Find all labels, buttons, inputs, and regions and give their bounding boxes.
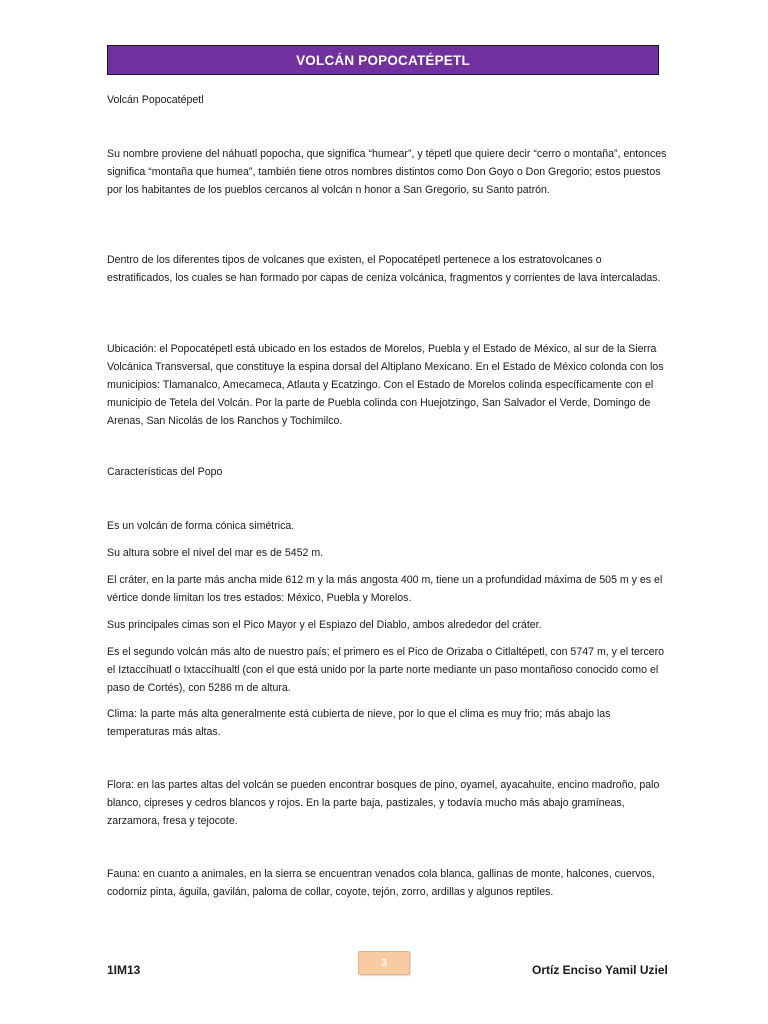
- section-heading: Características del Popo: [107, 466, 223, 478]
- paragraph-location: Ubicación: el Popocatépetl está ubicado en los estados de Morelos, Puebla y el Estado de México, al sur de la Sierra Volcánica Transversal, que constituye la espina dorsal del Altiplano Mexicano. En el Estado de México colonda con los municipios: Tlamanalco, Amecameca, Atlauta y Ecatzingo. Con el Estado de Morelos colinda específicamente con el municipio de Tetela del Volcán. Por la parte de Puebla colinda con Huejotzingo, San Salvador el Verde, Domingo de Arenas, San Nicolás de los Ranchos y Tochimilco.: [107, 343, 664, 427]
- page-title: VOLCÁN POPOCATÉPETL: [296, 52, 470, 68]
- page-number: 3: [380, 957, 388, 969]
- characteristic-fauna: Fauna: en cuanto a animales, en la sierra se encuentran venados cola blanca, gallinas de monte, halcones, cuervos, codorniz pinta, águila, gavilán, paloma de collar, coyote, tejón, zorro, ardillas y algunos reptiles.: [107, 868, 655, 898]
- characteristic-flora: Flora: en las partes altas del volcán se pueden encontrar bosques de pino, oyamel, ayacahuite, encino madroño, palo blanco, cipreses y cedros blancos y rojos. En la parte baja, pastizales, y todavía mucho más abajo gramíneas, zarzamora, fresa y tejocote.: [107, 779, 660, 827]
- characteristic-shape: Es un volcán de forma cónica simétrica.: [107, 520, 295, 532]
- title-banner: [107, 45, 659, 75]
- paragraph-name-origin: Su nombre proviene del náhuatl popocha, que significa “humear”, y tépetl que quiere decir “cerro o montaña”, entonces significa “montaña que humea”, también tiene otros nombres distintos como Don Goyo o Don Gregorio; estos puestos por los habitantes de los pueblos cercanos al volcán n honor a San Gregorio, su Santo patrón.: [107, 148, 667, 196]
- paragraph-volcano-type: Dentro de los diferentes tipos de volcanes que existen, el Popocatépetl pertenece a los estratovolcanes o estratificados, los cuales se han formado por capas de ceniza volcánica, fragmentos y corrientes de lava intercaladas.: [107, 254, 661, 284]
- footer-author: Ortíz Enciso Yamil Uziel: [532, 963, 668, 977]
- characteristic-climate: Clima: la parte más alta generalmente está cubierta de nieve, por lo que el clima es muy frio; más abajo las temperaturas más altas.: [107, 708, 611, 738]
- footer-group: 1IM13: [107, 963, 141, 977]
- subtitle: Volcán Popocatépetl: [107, 94, 204, 106]
- page-number-badge: [358, 951, 410, 975]
- characteristic-peaks: Sus principales cimas son el Pico Mayor y el Espiazo del Diablo, ambos alrededor del cráter.: [107, 619, 542, 631]
- characteristic-ranking: Es el segundo volcán más alto de nuestro país; el primero es el Pico de Orizaba o Citlaltépetl, con 5747 m, y el tercero el Iztaccíhuatl o Ixtaccíhualtl (con el que está unido por la parte norte mediante un paso montañoso conocido como el paso de Cortés), con 5286 m de altura.: [107, 646, 665, 694]
- characteristic-height: Su altura sobre el nivel del mar es de 5452 m.: [107, 547, 324, 559]
- characteristic-crater: El cráter, en la parte más ancha mide 612 m y la más angosta 400 m, tiene un a profundidad máxima de 505 m y es el vértice donde limitan los tres estados: México, Puebla y Morelos.: [107, 574, 663, 604]
